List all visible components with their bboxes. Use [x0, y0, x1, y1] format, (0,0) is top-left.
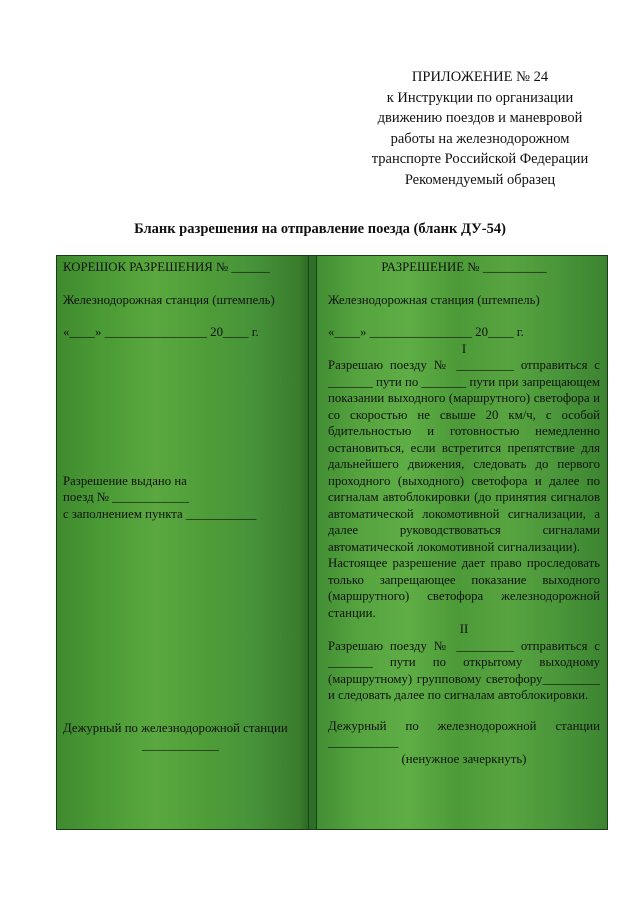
appendix-line: к Инструкции по организации	[386, 89, 574, 106]
permit-column	[328, 259, 600, 767]
appendix-line: ПРИЛОЖЕНИЕ № 24	[411, 69, 549, 85]
strike-note: (ненужное зачеркнуть)	[401, 751, 527, 766]
section-1-note: Настоящее разрешение дает право проследовать только запрещающее показание выходного (маршрутного) светофора железнодорожной станции.	[328, 556, 600, 620]
form-title: Бланк разрешения на отправление поезда (бланк ДУ-54)	[134, 221, 506, 237]
appendix-header	[330, 67, 630, 190]
stub-station: Железнодорожная станция (штемпель)	[63, 292, 275, 307]
permit-form	[56, 255, 608, 830]
appendix-line: движению поездов и маневровой	[377, 110, 583, 126]
column-divider	[308, 256, 317, 829]
permit-signature-line: ___________	[328, 735, 399, 749]
stub-column	[63, 259, 298, 753]
stub-signature-line: ____________	[142, 737, 219, 752]
stub-dispatcher: Дежурный по железнодорожной станции	[63, 721, 288, 735]
stub-train-number: поезд № ____________	[63, 490, 189, 504]
stub-item-number: с заполнением пункта ___________	[63, 506, 257, 521]
appendix-line: транспорте Российской Федерации	[371, 151, 589, 167]
permit-title: РАЗРЕШЕНИЕ № __________	[381, 260, 547, 274]
permit-station: Железнодорожная станция (штемпель)	[328, 292, 540, 307]
section-2-text: Разрешаю поезду № _________ отправиться с _______ пути по открытому выходному (маршрутному) групповому светофору_________ и следовать далее по сигналам автоблокировки.	[328, 638, 600, 702]
appendix-line: работы на железнодорожном	[390, 130, 570, 147]
permit-date: «____» ________________ 20____ г.	[328, 325, 524, 339]
section-1-text: Разрешаю поезду № _________ отправиться с _______ пути по _______ пути при запрещающем показании выходного (маршрутного) светофора и со скоростью не свыше 20 км/ч, с особой бдительностью и готовностью немедленно остановиться, если встретится препятствие для дальнейшего движения, следовать до первого проходного (выходного) светофора и далее по сигналам автоблокировки (до принятия сигналов автоматической локомотивной сигнализации, а далее руководствоваться сигналами автоматической локомотивной сигнализации).	[328, 358, 600, 554]
section-1-numeral: I	[461, 341, 467, 356]
permit-dispatcher: Дежурный по железнодорожной станции	[328, 718, 600, 733]
section-2-numeral: II	[459, 622, 469, 636]
stub-date: «____» ________________ 20____ г.	[63, 325, 259, 339]
appendix-line: Рекомендуемый образец	[404, 171, 556, 188]
stub-issued-line: Разрешение выдано на	[63, 473, 187, 488]
stub-title: КОРЕШОК РАЗРЕШЕНИЯ № ______	[63, 260, 270, 274]
